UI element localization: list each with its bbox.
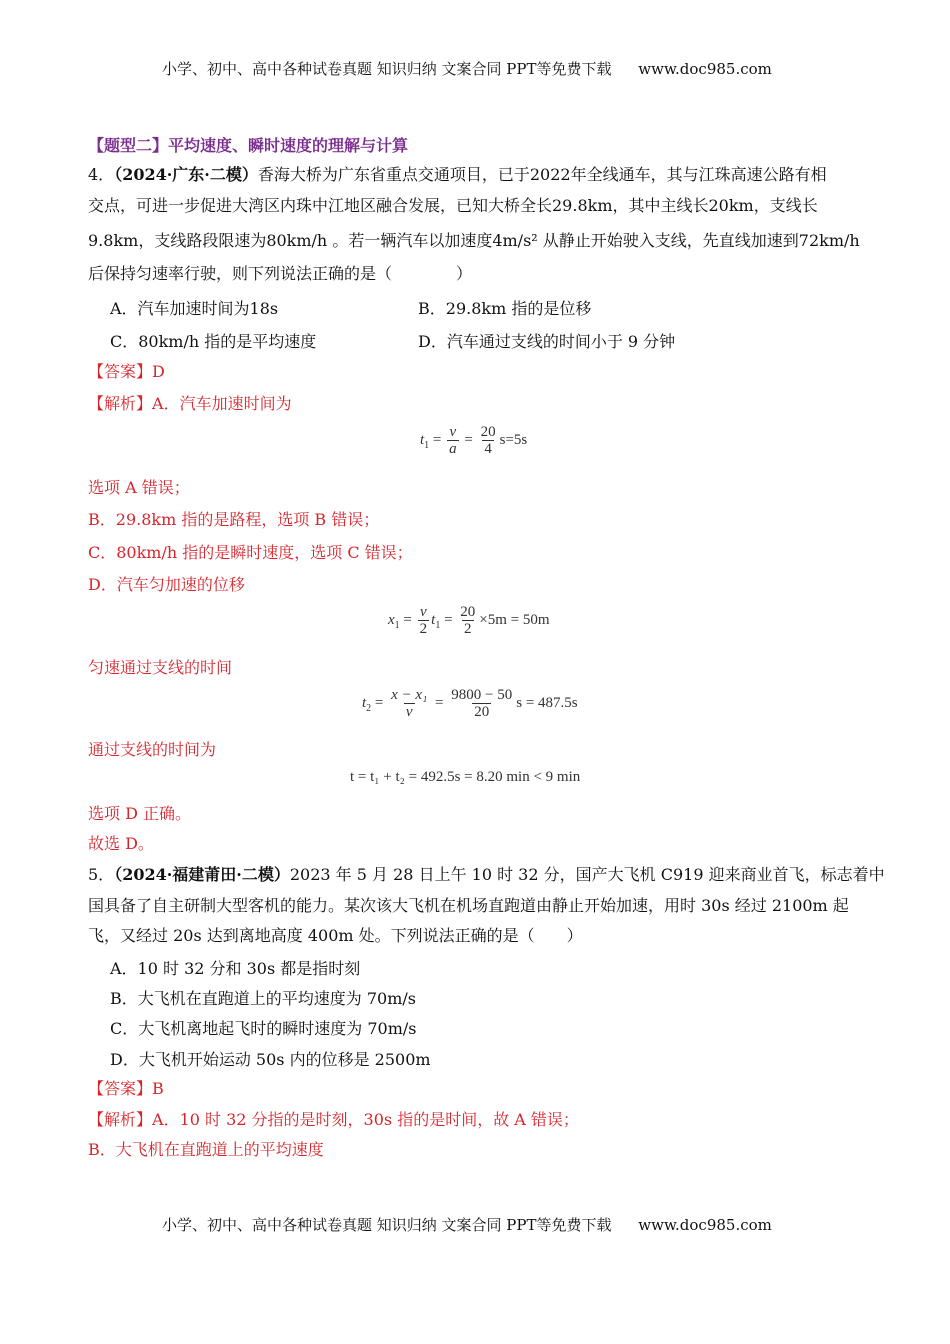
q5-analysis-a — [88, 1109, 579, 1131]
header-text: 小学、初中、高中各种试卷真题 知识归纳 文案合同 PPT等免费下载 — [162, 60, 612, 78]
q4-d-line: D．汽车匀加速的位移 — [88, 575, 245, 594]
q4-analysis-a — [88, 393, 292, 415]
q4-text1: 香海大桥为广东省重点交通项目，已于2022年全线通车，其与江珠高速公路有相 — [257, 165, 827, 184]
q4-d-right: 选项 D 正确。 — [88, 804, 192, 823]
q5-line1 — [88, 864, 885, 886]
eq2-frac2: $\frac{20}{2}$ — [460, 604, 476, 637]
q5-analysis-a-text: A．10 时 32 分指的是时刻，30s 指的是时间，故 A 错误； — [152, 1110, 579, 1129]
page-footer — [162, 1214, 772, 1235]
q5-option-b: B．大飞机在直跑道上的平均速度为 70m/s — [110, 989, 416, 1008]
q4-uniform-line: 匀速通过支线的时间 — [88, 658, 233, 677]
eq2-frac1: $\frac{v}{2}$ — [419, 604, 428, 637]
q5-b-line: B．大飞机在直跑道上的平均速度 — [88, 1140, 324, 1159]
q4-option-a: A．汽车加速时间为18s — [110, 299, 279, 318]
q4-option-c: C．80km/h 指的是平均速度 — [110, 332, 317, 351]
header-url: www.doc985.com — [638, 60, 772, 78]
q5-answer: 【答案】B — [88, 1079, 164, 1098]
q4-c-line: C．80km/h 指的是瞬时速度，选项 C 错误； — [88, 543, 413, 562]
q4-num: 4． — [88, 165, 115, 184]
eq2-mid: t — [431, 611, 436, 628]
q5-num: 5． — [88, 865, 115, 884]
q5-text1: 2023 年 5 月 28 日上午 10 时 32 分，国产大飞机 C919 迎来商业首飞，标志着中 — [289, 865, 885, 884]
eq1-sub: 1 — [424, 439, 430, 451]
q4-line3: 9.8km，支线路段限速为80km/h 。若一辆汽车以加速度4m/s² 从静止开始驶入支线，先直线加速到72km/h — [88, 231, 860, 250]
q4-a-wrong: 选项 A 错误； — [88, 478, 190, 497]
q4-analysis-a-text: A．汽车加速时间为 — [152, 394, 292, 413]
section-title: 【题型二】平均速度、瞬时速度的理解与计算 — [88, 136, 409, 155]
q5-option-d: D．大飞机开始运动 50s 内的位移是 2500m — [110, 1050, 431, 1069]
q4-choose: 故选 D。 — [88, 834, 154, 853]
eq3-frac2: $\frac{9800 - 50}{20}$ — [451, 687, 513, 720]
eq1-frac1: $\frac{v}{a}$ — [449, 424, 457, 457]
page-header — [162, 58, 772, 79]
q4-line1 — [88, 164, 827, 186]
q4-total-line: 通过支线的时间为 — [88, 740, 217, 759]
q4-answer: 【答案】D — [88, 362, 165, 381]
q4-line2: 交点，可进一步促进大湾区内珠中江地区融合发展，已知大桥全长29.8km，其中主线长20km，支线长 — [88, 196, 818, 215]
equation-3: $t_2$ = $\frac{\text{x − x₁}}{v}$ = $\frac{9800 - 50}{20}$ s = 487.5s — [362, 687, 578, 720]
q5-source: （2024·福建莆田·二模） — [114, 865, 290, 884]
eq3-tail: s = 487.5s — [516, 694, 578, 711]
eq2-lhs: x — [388, 611, 395, 628]
footer-url: www.doc985.com — [638, 1216, 772, 1234]
footer-text: 小学、初中、高中各种试卷真题 知识归纳 文案合同 PPT等免费下载 — [162, 1216, 612, 1234]
q4-b-line: B．29.8km 指的是路程，选项 B 错误； — [88, 510, 380, 529]
eq1-tail: s=5s — [499, 431, 528, 448]
q5-line3: 飞，又经过 20s 达到离地高度 400m 处。下列说法正确的是（ ） — [88, 926, 583, 945]
q5-option-c: C．大飞机离地起飞时的瞬时速度为 70m/s — [110, 1019, 417, 1038]
q4-source: （2024·广东·二模） — [114, 165, 258, 184]
eq1-frac2: $\frac{20}{4}$ — [480, 424, 496, 457]
q4-line4: 后保持匀速率行驶，则下列说法正确的是（ ） — [88, 264, 473, 283]
equation-1: $t_1$ = $\frac{v}{a}$ = $\frac{20}{4}$ s=5s — [420, 424, 528, 457]
eq1-lhs: t — [420, 431, 425, 448]
eq2-tail: ×5m = 50m — [479, 611, 550, 628]
eq3-lhs: t — [362, 694, 367, 711]
q4-option-b: B．29.8km 指的是位移 — [418, 299, 592, 318]
q4-analysis-label: 【解析】 — [88, 394, 153, 413]
equation-4: t = t₁ + t₂ = 492.5s = 8.20 min < 9 min — [350, 769, 581, 785]
equation-2: $x_1$ = $\frac{v}{2}$ $t_1$ = $\frac{20}{2}$ ×5m = 50m — [388, 604, 550, 637]
q4-option-d: D．汽车通过支线的时间小于 9 分钟 — [418, 332, 676, 351]
eq2-sub: 1 — [394, 619, 400, 631]
q5-analysis-label: 【解析】 — [88, 1110, 153, 1129]
eq3-sub: 2 — [366, 702, 372, 714]
q5-line2: 国具备了自主研制大型客机的能力。某次该大飞机在机场直跑道由静止开始加速，用时 30s 经过 2100m 起 — [88, 896, 849, 915]
q5-option-a: A．10 时 32 分和 30s 都是指时刻 — [110, 959, 361, 978]
eq3-frac1: $\frac{\text{x − x₁}}{v}$ — [391, 687, 428, 720]
